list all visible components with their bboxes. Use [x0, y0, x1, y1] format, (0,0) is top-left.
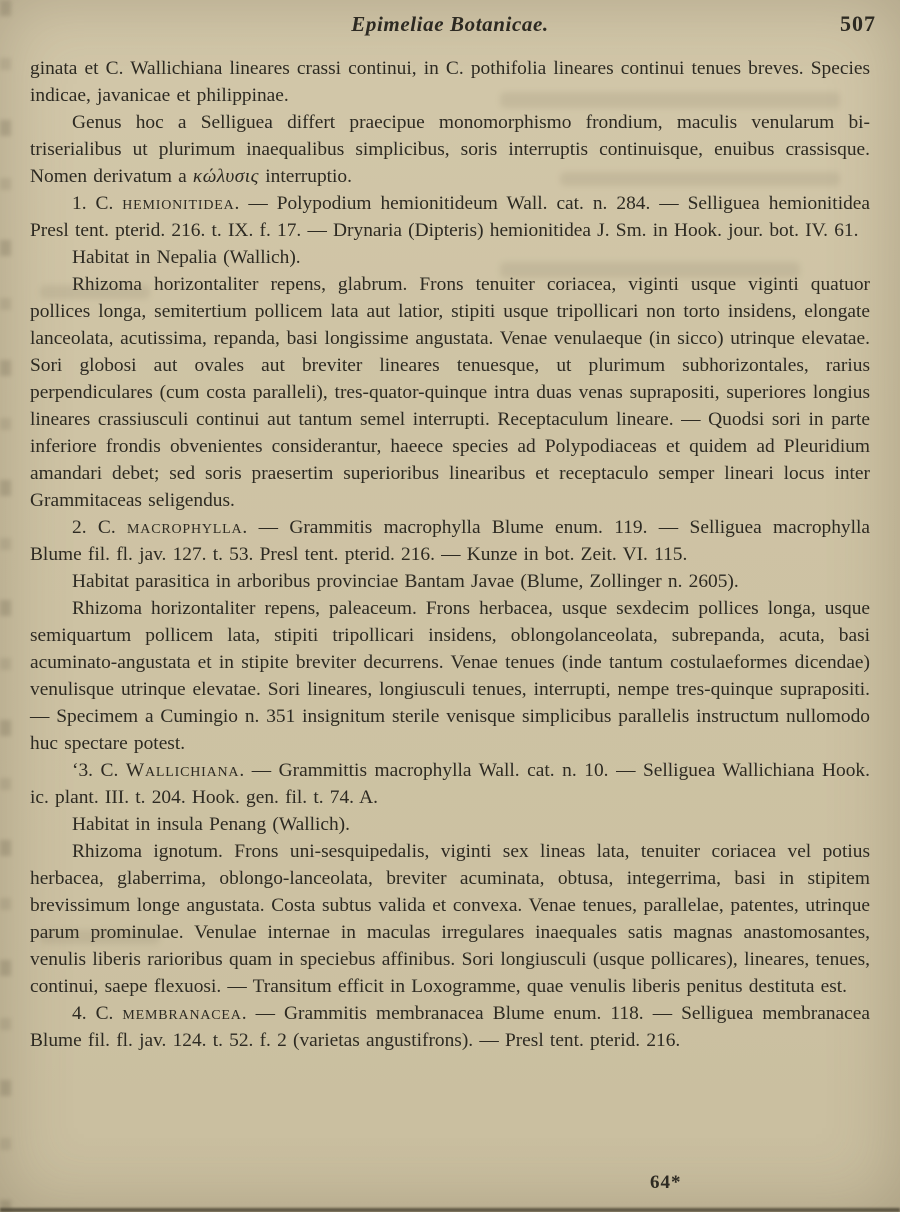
text-segment: Rhizoma horizontaliter repens, paleaceum. Frons herbacea, usque sexdecim pollices longa, usque semiquartum pollicem lata, stipiti tripollicari insidens, oblongolanceolata, subrepanda, acuta, basi acuminato-angustata et in stipite breviter decurrens. Venae tenues (inde tantum costulaeformes dicendae) venulisque utrinque elevatae. Sori lineares, longiusculi tenues, interrupti, nempe tres-quinque suprapositi. — Specimem a Cumingio n. 351 insignitum sterile venisque simplicibus parallelis instructum nullomodo huc spectare potest.: [30, 598, 870, 754]
text-segment: ‘3. C.: [72, 760, 126, 781]
scan-bleedthrough-smudge: [500, 262, 800, 278]
scan-bleedthrough-smudge: [40, 285, 150, 299]
text-segment: . — Grammitis membranacea Blume enum. 118. — Selliguea membranacea Blume fil. fl. jav. 124. t. 52. f. 2 (varietas angustifrons). — Presl tent. pterid. 216.: [30, 1003, 870, 1051]
species-entry-3: [30, 757, 870, 811]
text-segment: Genus hoc a Selliguea differt praecipue monomorphismo frondium, maculis venularum bi-triserialibus ut plurimum inaequalibus simplicibus, soris interruptis continuisque, enuibus crassisque. Nomen derivatum a: [30, 112, 870, 187]
page-header: [0, 0, 900, 48]
scan-bleedthrough-smudge: [500, 92, 840, 108]
text-segment: . — Polypodium hemionitideum Wall. cat. n. 284. — Selliguea hemionitidea Presl tent. pterid. 216. t. IX. f. 17. — Drynaria (Dipteris) hemionitidea J. Sm. in Hook. jour. bot. IV. 61.: [30, 193, 870, 241]
habitat-2: [30, 568, 870, 595]
habitat-3: [30, 811, 870, 838]
text-segment: ginata et C. Wallichiana lineares crassi continui, in C. pothifolia lineares continui tenues breves. Species indicae, javanicae et philippinae.: [30, 58, 870, 106]
text-segment: Wallichiana: [125, 760, 240, 781]
species-entry-1: [30, 190, 870, 244]
scan-edge-artifact-left: [0, 0, 11, 1212]
text-segment: Habitat in insula Penang (Wallich).: [72, 814, 350, 835]
text-segment: membranacea: [122, 1003, 242, 1024]
text-segment: Habitat parasitica in arboribus provinciae Bantam Javae (Blume, Zollinger n. 2605).: [72, 571, 739, 592]
text-segment: macrophylla: [127, 517, 243, 538]
species-entry-2: [30, 514, 870, 568]
text-segment: 4. C.: [72, 1003, 123, 1024]
description-1: [30, 271, 870, 514]
scan-edge-artifact-bottom: [0, 1208, 900, 1212]
running-title: Epimeliae Botanicae.: [351, 12, 549, 36]
text-segment: Rhizoma ignotum. Frons uni-sesquipedalis, viginti sex lineas lata, tenuiter coriacea vel potius herbacea, glaberrima, oblongo-lanceolata, breviter acuminata, obtusa, integerrima, basi in stipitem brevissimum longe angustata. Costa subtus valida et convexa. Venae tenues, parallelae, patentes, utrinque parum prominulae. Venulae internae in maculas irregulares inaequales satis magnas anastomosantes, venulis liberis rarioribus quam in speciebus affinibus. Sori longiusculi (usque pollicares), lineares, tenues, continui, saepe flexuosi. — Transitum efficit in Loxogramme, quae venulis liberis penitus destituta est.: [30, 841, 870, 997]
text-segment: 1. C.: [72, 193, 123, 214]
signature-mark: 64*: [650, 1172, 682, 1193]
scan-bleedthrough-smudge: [40, 930, 160, 944]
description-3: [30, 838, 870, 1000]
description-2: [30, 595, 870, 757]
text-segment: . — Grammittis macrophylla Wall. cat. n. 10. — Selliguea Wallichiana Hook. ic. plant. III. t. 204. Hook. gen. fil. t. 74. A.: [30, 760, 870, 808]
text-segment: Rhizoma horizontaliter repens, glabrum. Frons tenuiter coriacea, viginti usque viginti quatuor pollices longa, semitertium pollicem lata aut latior, stipiti usque tripollicari non torto insidens, elongate lanceolata, acutissima, repanda, basi longissime angustata. Venae venulaeque (in sicco) utrinque elevatae. Sori globosi aut ovales aut breviter lineares tenuesque, ut plurimum subhorizontales, rarius perpendiculares (cum costa paralleli), tres-quator-quinque intra duas venas suprapositi, superiores longius lineares crassiusculi continui aut tantum semel interrupti. Receptaculum lineare. — Quodsi sori in parte inferiore frondis obvenientes considerantur, haeece species ad Polypodiaceas et quidem ad Pleuridium amandari debet; sed soris praesertim superioribus linearibus et receptaculo semper lineari locus inter Grammitaceas seligendus.: [30, 274, 870, 511]
species-entry-4: [30, 1000, 870, 1054]
page-number: 507: [840, 11, 876, 36]
text-segment: Habitat in Nepalia (Wallich).: [72, 247, 301, 268]
text-segment: κώλυσις: [192, 166, 260, 187]
text-segment: interruptio.: [259, 166, 352, 187]
text-segment: . — Grammitis macrophylla Blume enum. 119. — Selliguea macrophylla Blume fil. fl. jav. 127. t. 53. Presl tent. pterid. 216. — Kunze in bot. Zeit. VI. 115.: [30, 517, 870, 565]
text-segment: 2. C.: [72, 517, 128, 538]
scan-bleedthrough-smudge: [560, 172, 840, 186]
page-body: [30, 55, 870, 1054]
text-segment: hemionitidea: [122, 193, 235, 214]
